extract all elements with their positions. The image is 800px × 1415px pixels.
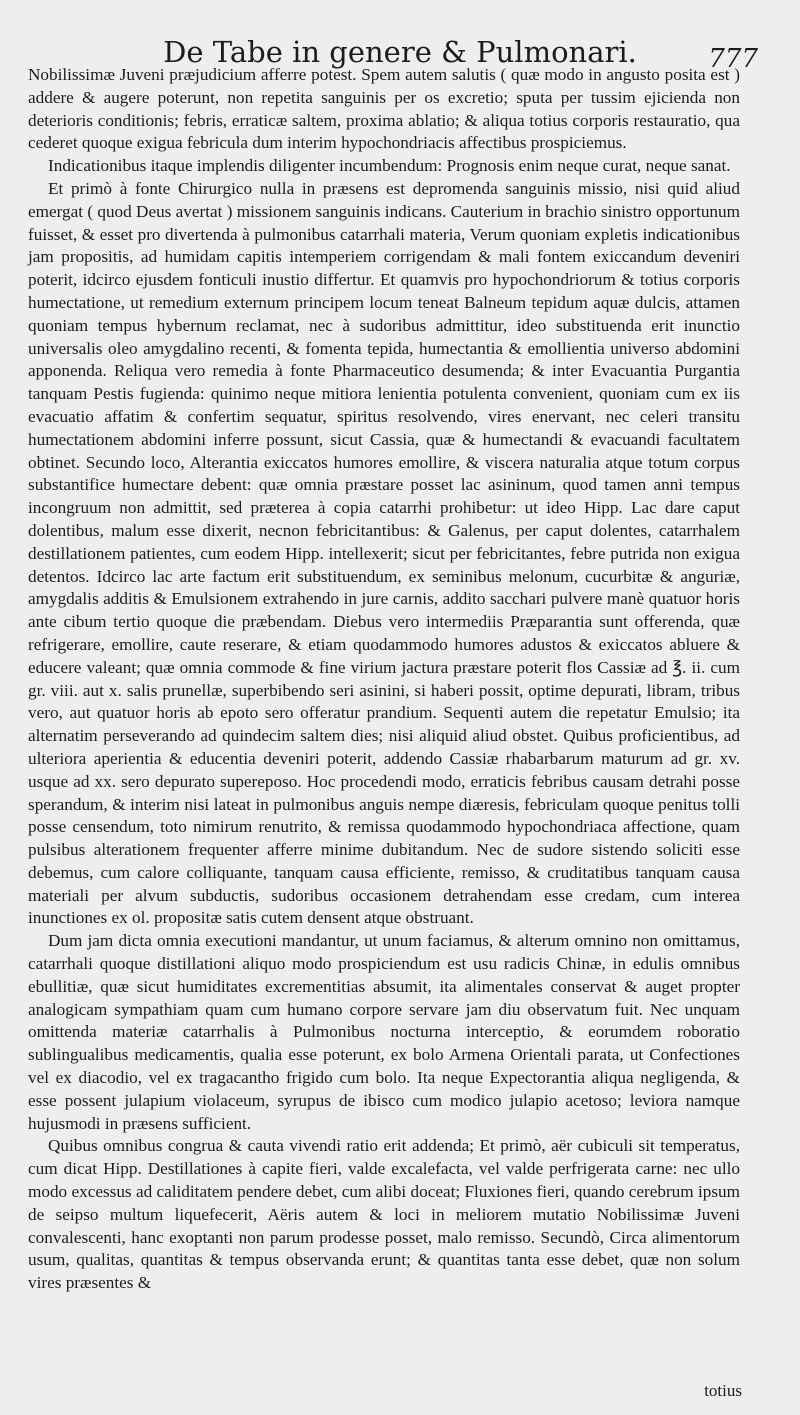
running-title: De Tabe in genere & Pulmonari. [163,35,637,69]
paragraph-vivendi-ratio: Quibus omnibus congrua & cauta vivendi ratio erit addenda; Et primò, aër cubiculi sit temperatus, cum dicat Hipp. Destillationes à capite fieri, valde excalefacta, vel valde perfrigerata carne: nec ullo modo excessus ad caliditatem pendere debet, cum alibi doceat; Fluxiones fieri, quando cerebrum ipsum de seipso multum liquefecerit, Aëris autem & loci in meliorem mutatio Nobilissimæ Juveni convalescenti, hanc exoptanti non parum prodesse posset, malo remisso. Secundò, Circa alimentorum usum, qualitas, quantitas & tempus observanda erunt; & quantitas tanta esse debet, quæ non solum vires præsentes & [28,1136,740,1293]
paragraph-remedia: Et primò à fonte Chirurgico nulla in præsens est depromenda sanguinis missio, nisi quid aliud emergat ( quod Deus avertat ) missionem sanguinis indicans. Cauterium in brachio sinistro opportunum fuisset, & esset pro divertenda à pulmonibus catarrhali materia, Verum quoniam expletis indicationibus jam propositis, ad humidam capitis intemperiem corrigendam & mali fontem exiccandum deveniri poterit, idcirco ejusdem fonticuli inustio differtur. Et quamvis pro hypochondriorum & totius corporis humectatione, ut remedium externum principem locum teneat Balneum tepidum aquæ dulcis, attamen quoniam tempus hybernum reclamat, nec à sudoribus admittitur, ideo substituenda erit inunctio universalis oleo amygdalino recenti, & fomenta tepida, humectantia & emollientia universo abdomini apponenda. Reliqua vero remedia à fonte Pharmaceutico desumenda; & inter Evacuantia Purgantia tanquam Pestis fugienda: quinimo neque mitiora lenientia potulenta convenient, quoniam cum ex iis evacuatio affatim & confertim sequatur, spiritus resolvendo, vires enervant, nec celeri transitu humectationem abdomini inferre possunt, sicut Cassia, quæ & humectandi & evacuandi facultatem obtinet. Secundo loco, Alterantia exiccatos humores emollire, & viscera naturalia atque totum corpus substantifice humectare debent: quæ omnia præstare posset lac asininum, quod tamen anni tempus incongruum non admittit, sed præterea à copia catarrhi prohibetur: ut ideo Hipp. Lac dare caput dolentibus, malum esse dixerit, necnon febricitantibus: & Galenus, per caput dolentes, catarrhalem destillationem patientes, cum eodem Hipp. intellexerit; sicut per febricitantes, febre putrida non exigua detentos. Idcirco lac arte factum erit substituendum, ex seminibus melonum, cucurbitæ & anguriæ, amygdalis additis & Emulsionem extrahendo in jure carnis, addito sacchari pulvere manè quatuor horis ante cibum tertio quoque die præbendam. Diebus vero intermediis Præparantia sunt offerenda, quæ refrigerare, emollire, caute reserare, & etiam quodammodo humores adustos & exiccatos abluere & educere valeant; quæ omnia commode & fine virium jactura præstare poterit flos Cassiæ ad ℥. ii. cum gr. viii. aut x. salis prunellæ, superbibendo seri asinini, si haberi possit, optime depurati, libram, tribus vero, aut quatuor horis ab epoto sero offeratur prandium. Sequenti autem die repetatur Emulsio; ita alternatim perseverando ad quindecim saltem dies; nisi aliquid aliud obstet. Quibus proficientibus, ad ulteriora aperientia & educentia deveniri poterit, addendo Cassiæ rhabarbarum maturum ad gr. xv. usque ad xx. sero depurato supereposo. Hoc procedendi modo, erraticis febribus causam detrahi posse sperandum, & interim nisi lateat in pulmonibus anguis nempe diæresis, febriculam quoque penitus tolli posse censendum, toto nimirum renutrito, & remissa quodammodo hypochondriaca affectione, quam pulsibus alterationem frequenter afferre minime dubitandum. Nec de sudore sistendo soliciti esse debemus, cum calore colliquante, tanquam causa efficiente, remisso, & cruditatibus tanquam causa materiali per alvum subductis, sudoribus occasionem detrahendam esse credam, cum interea inunctiones ex ol. propositæ satis cutem densent atque obstruant. [28,178,740,928]
paragraph-indicationes: Indicationibus itaque implendis diligenter incumbendum: Prognosis enim neque curat, neque sanat. [48,156,731,176]
catchword: totius [704,1381,742,1400]
paragraph-prognosis: Nobilissimæ Juveni præjudicium afferre potest. Spem autem salutis ( quæ modo in angusto posita est ) addere & augere poterunt, non repetita sanguinis per os excretio; sputa per tussim ejicienda non deterioris conditionis; febris, erraticæ saltem, proxima ablatio; & aliqua totius corporis restauratio, qua cederet quoque exigua febricula dum interim hypochondriacis affectibus prospiciemus. [28,65,740,153]
paragraph-catarrhus: Dum jam dicta omnia executioni mandantur, ut unum faciamus, & alterum omnino non omittamus, catarrhali quoque distillationi aliquo modo prospiciendum est usu radicis Chinæ, in edulis omnibus ebullitiæ, quæ sicut humiditates excrementitias absumit, ita alimentales conservat & auget propter analogicam sympathiam quam cum humano corpore servare jam diu observatum fuit. Nec unquam omittenda materiæ catarrhalis à Pulmonibus nocturna interceptio, & eorumdem roboratio sublingualibus medicamentis, qualia esse poterunt, ex bolo Armena Orientali parata, ut Confectiones vel ex diacodio, vel ex tragacantho frigido cum bolo. Ita neque Expectorantia aliqua negligenda, & esse possent julapium violaceum, syrupus de ibisco cum modico julapio acetoso; leviora namque hujusmodi in præsens sufficient. [28,931,740,1133]
page-number: 777 [708,44,758,74]
body-text [28,64,740,1295]
